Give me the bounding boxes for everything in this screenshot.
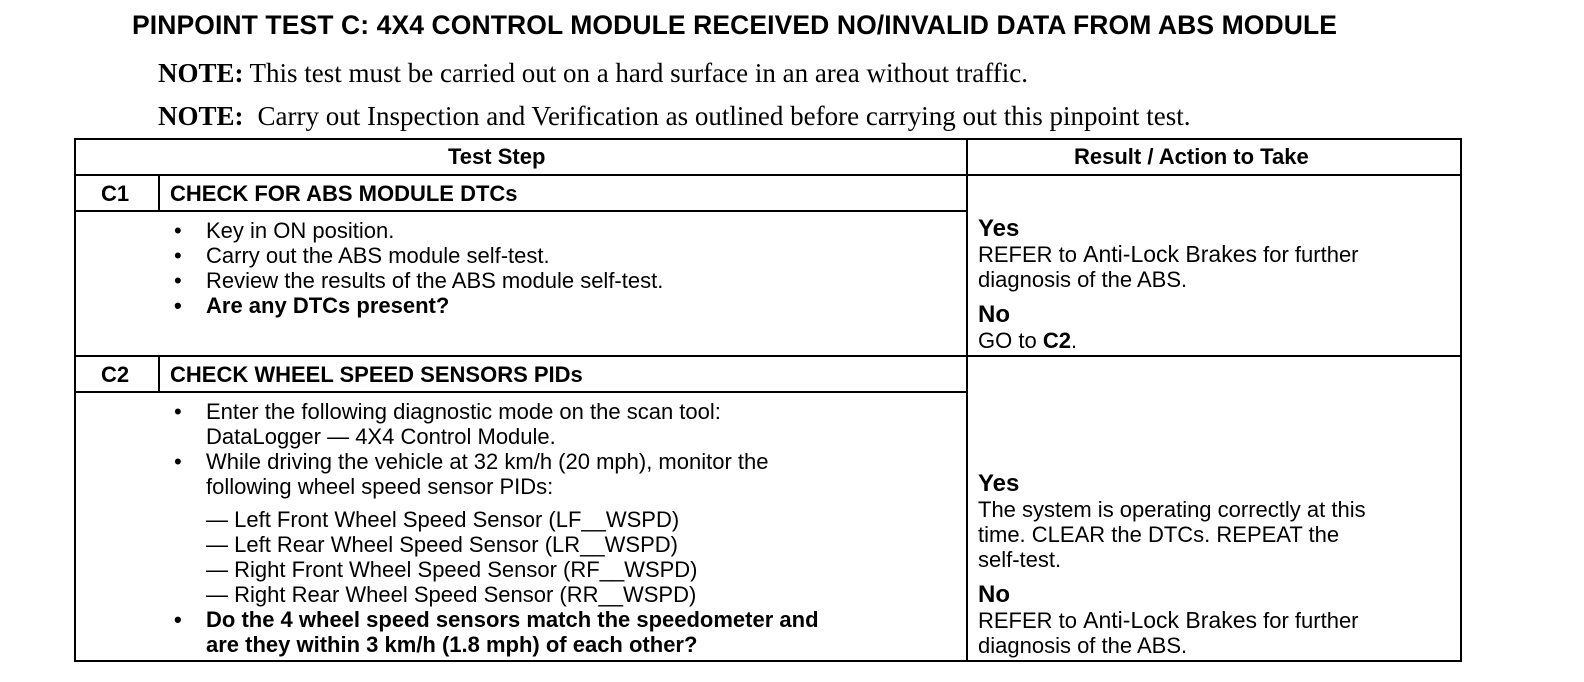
step-id-divider [158,175,160,211]
step-title-c2: CHECK WHEEL SPEED SENSORS PIDs [170,362,583,387]
pid-item: — Right Front Wheel Speed Sensor (RF__WSPD) [206,557,698,582]
anti-lock-brakes-ref: Anti-Lock Brakes [1083,607,1258,633]
c1-result [978,216,1359,353]
bullet-text: DataLogger — 4X4 Control Module. [206,424,556,449]
yes-text: REFER to [978,242,1078,267]
bullet-text: While driving the vehicle at 32 km/h (20 mph), monitor the [206,449,769,474]
bullet-text: Enter the following diagnostic mode on the scan tool: [206,399,721,424]
no-text: for further [1263,608,1359,633]
step-title-divider [76,391,966,393]
yes-label: Yes [978,470,1020,497]
no-text: GO to [978,328,1037,353]
pid-item: — Right Rear Wheel Speed Sensor (RR__WSPD) [206,582,697,607]
step-divider [76,355,1460,357]
step-title-divider [76,210,966,212]
header-divider [76,174,1460,176]
note-text: Carry out Inspection and Verification as outlined before carrying out this pinpoint test. [257,101,1191,131]
column-divider [966,140,968,660]
c2-result [978,471,1366,658]
no-text: diagnosis of the ABS. [978,633,1188,658]
question-text: Do the 4 wheel speed sensors match the speedometer and [206,607,819,632]
no-text: REFER to [978,608,1078,633]
pid-item: — Left Front Wheel Speed Sensor (LF__WSPD) [206,507,680,532]
list-item [168,449,819,607]
list-item: • Key in ON position. [168,218,663,243]
page-title: PINPOINT TEST C: 4X4 CONTROL MODULE RECEIVED NO/INVALID DATA FROM ABS MODULE [132,10,1338,40]
yes-text: self-test. [978,547,1062,572]
note-text: This test must be carried out on a hard surface in an area without traffic. [249,58,1028,88]
no-label: No [978,581,1010,608]
pid-list [206,507,819,607]
yes-text: time. CLEAR the DTCs. REPEAT the [978,522,1340,547]
c1-bullet-list [168,218,663,318]
list-item [168,399,819,449]
step-title-c1: CHECK FOR ABS MODULE DTCs [170,181,518,206]
bullet-text: following wheel speed sensor PIDs: [206,474,554,499]
pid-item: — Left Rear Wheel Speed Sensor (LR__WSPD) [206,532,678,557]
c2-question [168,607,819,657]
c2-bullet-list [168,399,819,657]
yes-text: for further [1263,242,1359,267]
yes-text: The system is operating correctly at this [978,497,1366,522]
step-id-c1: C1 [101,181,130,206]
yes-label: Yes [978,215,1020,242]
note-surface [158,58,1028,89]
step-id-divider [158,356,160,392]
header-test-step: Test Step [448,144,546,169]
list-item: • Carry out the ABS module self-test. [168,243,663,268]
anti-lock-brakes-ref: Anti-Lock Brakes [1083,241,1258,267]
pinpoint-test-table [74,138,1462,662]
period: . [1070,328,1078,353]
list-item: • Review the results of the ABS module self-test. [168,268,663,293]
question-text: are they within 3 km/h (1.8 mph) of each other? [206,632,698,657]
step-id-c2: C2 [101,362,130,387]
no-label: No [978,301,1010,328]
note-label: NOTE: [158,101,244,131]
note-inspection [158,101,1191,132]
header-result-action: Result / Action to Take [1074,144,1309,169]
c1-question: • Are any DTCs present? [168,293,663,318]
go-to-step: C2 [1042,328,1071,353]
note-label: NOTE: [158,58,244,88]
yes-text: diagnosis of the ABS. [978,267,1188,292]
